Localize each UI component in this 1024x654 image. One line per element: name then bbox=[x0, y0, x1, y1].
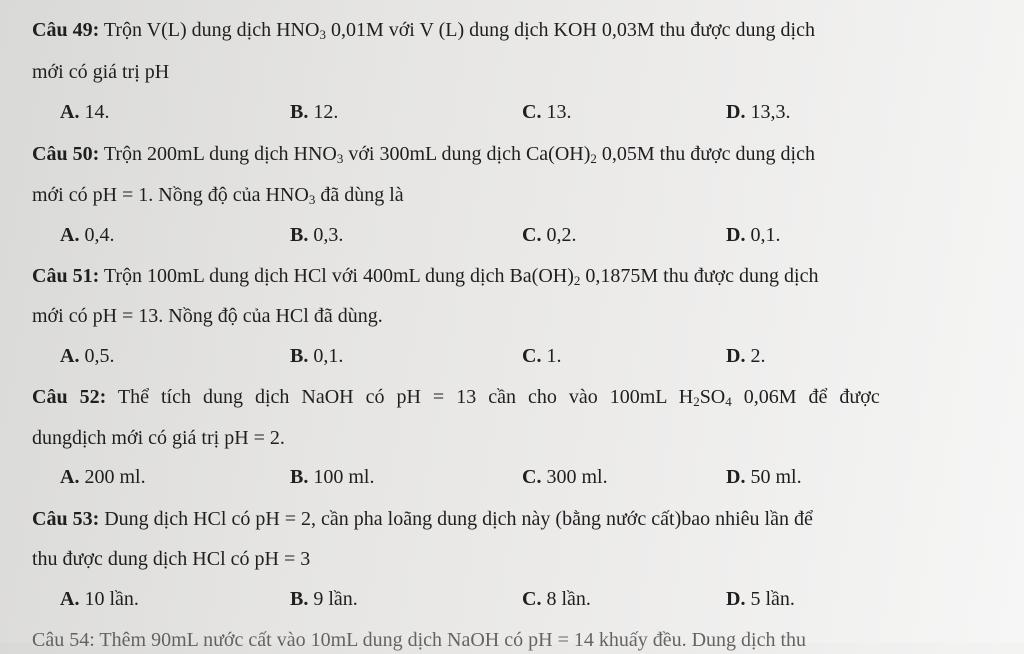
option-a: A. 10 lần. bbox=[60, 588, 139, 610]
option-c: C. 1. bbox=[522, 345, 562, 367]
question-54-cutoff-line: Câu 54: Thêm 90mL nước cất vào 10mL dung dịch NaOH có pH = 14 khuấy đều. Dung dịch thu bbox=[32, 629, 807, 651]
option-c: C. 0,2. bbox=[522, 224, 577, 246]
option-b: B. 9 lần. bbox=[290, 588, 358, 610]
option-a: A. 200 ml. bbox=[60, 466, 146, 488]
question-51-line-2: mới có pH = 13. Nồng độ của HCl đã dùng. bbox=[32, 305, 383, 327]
option-c: C. 8 lần. bbox=[522, 588, 591, 610]
option-b: B. 0,3. bbox=[290, 224, 344, 246]
question-53-line-1: Câu 53: Dung dịch HCl có pH = 2, cần pha loãng dung dịch này (bằng nước cất)bao nhiêu lần để bbox=[32, 508, 813, 530]
option-c: C. 300 ml. bbox=[522, 466, 608, 488]
question-50-line-2: mới có pH = 1. Nồng độ của $HNO_3$ đã dùng là bbox=[32, 184, 404, 207]
question-number: Câu 53: bbox=[32, 508, 100, 530]
question-number: Câu 49: bbox=[32, 19, 100, 41]
option-a: A. 0,4. bbox=[60, 224, 115, 246]
question-53-line-2: thu được dung dịch HCl có pH = 3 bbox=[32, 548, 311, 570]
option-a: A. 14. bbox=[60, 101, 110, 123]
question-52-line-2: dungdịch mới có giá trị pH = 2. bbox=[32, 427, 285, 449]
option-d: D. 2. bbox=[726, 345, 766, 367]
option-b: B. 0,1. bbox=[290, 345, 344, 367]
question-number: Câu 52: bbox=[32, 386, 107, 408]
question-51-line-1: Câu 51: Trộn 100mL dung dịch HCl với 400mL dung dịch $Ba(OH)_2$ 0,1875M thu được dung dịch bbox=[32, 265, 819, 288]
question-number: Câu 50: bbox=[32, 143, 100, 165]
option-c: C. 13. bbox=[522, 101, 572, 123]
question-49-line-1: Câu 49: Trộn V(L) dung dịch $HNO_3$ 0,01M với V (L) dung dịch KOH 0,03M thu được dung dịch bbox=[32, 19, 815, 42]
question-49-line-2: mới có giá trị pH bbox=[32, 61, 170, 83]
question-50-line-1: Câu 50: Trộn 200mL dung dịch $HNO_3$ với 300mL dung dịch $Ca(OH)_2$ 0,05M thu được dung dịch bbox=[32, 143, 815, 166]
question-52-line-1: Câu 52: Thể tích dung dịch NaOH có pH = 13 cần cho vào 100mL $H_2SO_4$ 0,06M để được bbox=[32, 386, 880, 409]
question-number: Câu 51: bbox=[32, 265, 100, 287]
option-b: B. 12. bbox=[290, 101, 339, 123]
option-a: A. 0,5. bbox=[60, 345, 115, 367]
option-d: D. 50 ml. bbox=[726, 466, 802, 488]
option-d: D. 13,3. bbox=[726, 101, 791, 123]
option-d: D. 0,1. bbox=[726, 224, 781, 246]
option-b: B. 100 ml. bbox=[290, 466, 375, 488]
option-d: D. 5 lần. bbox=[726, 588, 795, 610]
